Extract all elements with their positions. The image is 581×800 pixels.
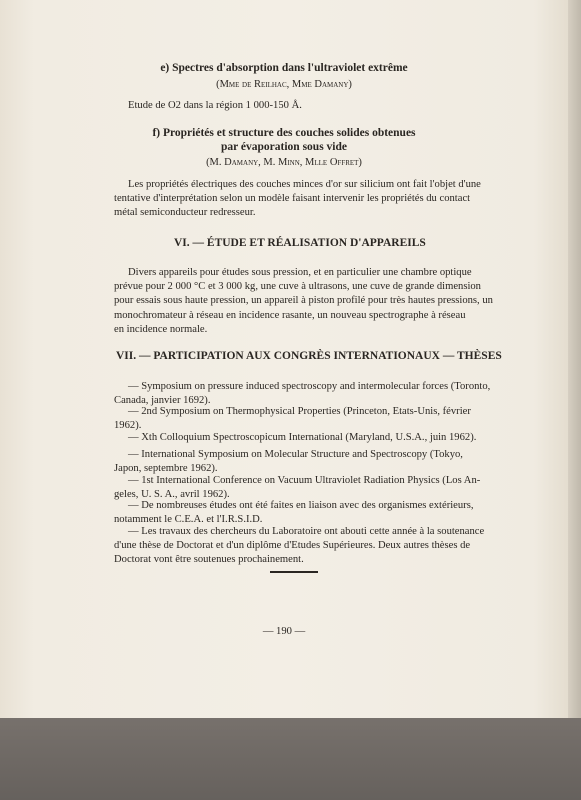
list-item [114,405,522,433]
section-f-heading-line2: par évaporation sous vide [221,141,347,153]
list-item-line: — 2nd Symposium on Thermophysical Properties (Princeton, Etats-Unis, février [128,406,471,417]
list-item-line: — De nombreuses études ont été faites en liaison avec des organismes extérieurs, [128,500,474,511]
section-e-authors: (Mme de Reilhac, Mme Damany) [216,79,352,90]
section-f-heading-line1: f) Propriétés et structure des couches solides obtenues [152,127,416,139]
list-item [114,525,522,568]
section-vi-paragraph [114,266,524,337]
paragraph-line: Divers appareils pour études sous pression, et en particulier une chambre optique [128,267,472,278]
list-item-line: d'une thèse de Doctorat et d'un diplôme d'Etudes Supérieures. Deux autres thèses de [114,540,471,552]
paragraph-line: métal semiconducteur redresseur. [114,207,256,219]
section-f-paragraph [114,178,522,221]
list-item [114,448,522,476]
paragraph-line: pour essais sous haute pression, un appareil à piston profilé pour très hautes pressions, un [114,295,493,307]
list-item-line: notamment le C.E.A. et l'I.R.S.I.D. [114,514,263,526]
list-item-line: Japon, septembre 1962). [114,463,218,475]
list-item-line: Canada, janvier 1692). [114,395,211,407]
paragraph-line: monochromateur à réseau en incidence rasante, un nouveau spectrographe à réseau [114,309,466,321]
paragraph-line: Les propriétés électriques des couches minces d'or sur silicium ont fait l'objet d'une [128,179,481,190]
section-f-authors: (M. Damany, M. Minn, Mlle Offret) [206,157,362,168]
scan-background [0,718,581,800]
list-item [114,431,522,445]
paragraph-line: en incidence normale. [114,323,208,335]
page-edge [568,0,581,718]
list-item-line: — 1st International Conference on Vacuum Ultraviolet Radiation Physics (Los An- [128,475,481,486]
list-item-line: Doctorat vont être soutenues prochainement. [114,554,304,566]
list-item-line: 1962). [114,420,142,432]
list-item-line: — Xth Colloquium Spectroscopicum International (Maryland, U.S.A., juin 1962). [128,432,477,443]
list-item-line: — Les travaux des chercheurs du Laboratoire ont abouti cette année à la soutenance [128,526,485,537]
list-item [114,499,522,527]
list-item-line: — Symposium on pressure induced spectroscopy and intermolecular forces (Toronto, [128,381,491,392]
list-item-line: geles, U. S. A., avril 1962). [114,489,230,501]
paragraph-line: tentative d'interprétation selon un modèle faisant intervenir les propriétés du contact [114,193,471,205]
section-vii-heading: VII. — PARTICIPATION AUX CONGRÈS INTERNATIONAUX — THÈSES [116,350,502,362]
list-item-line: — International Symposium on Molecular Structure and Spectroscopy (Tokyo, [128,449,463,460]
section-divider [270,571,318,573]
page-number: — 190 — [262,626,306,637]
section-e-text: Etude de O2 dans la région 1 000-150 Å. [128,100,302,111]
paragraph-line: prévue pour 2 000 °C et 3 000 kg, une cuve à ultrasons, une cuve de grande dimension [114,281,481,293]
section-e-heading: e) Spectres d'absorption dans l'ultraviolet extrême [160,62,408,74]
section-vi-heading: VI. — ÉTUDE ET RÉALISATION D'APPAREILS [174,237,426,249]
